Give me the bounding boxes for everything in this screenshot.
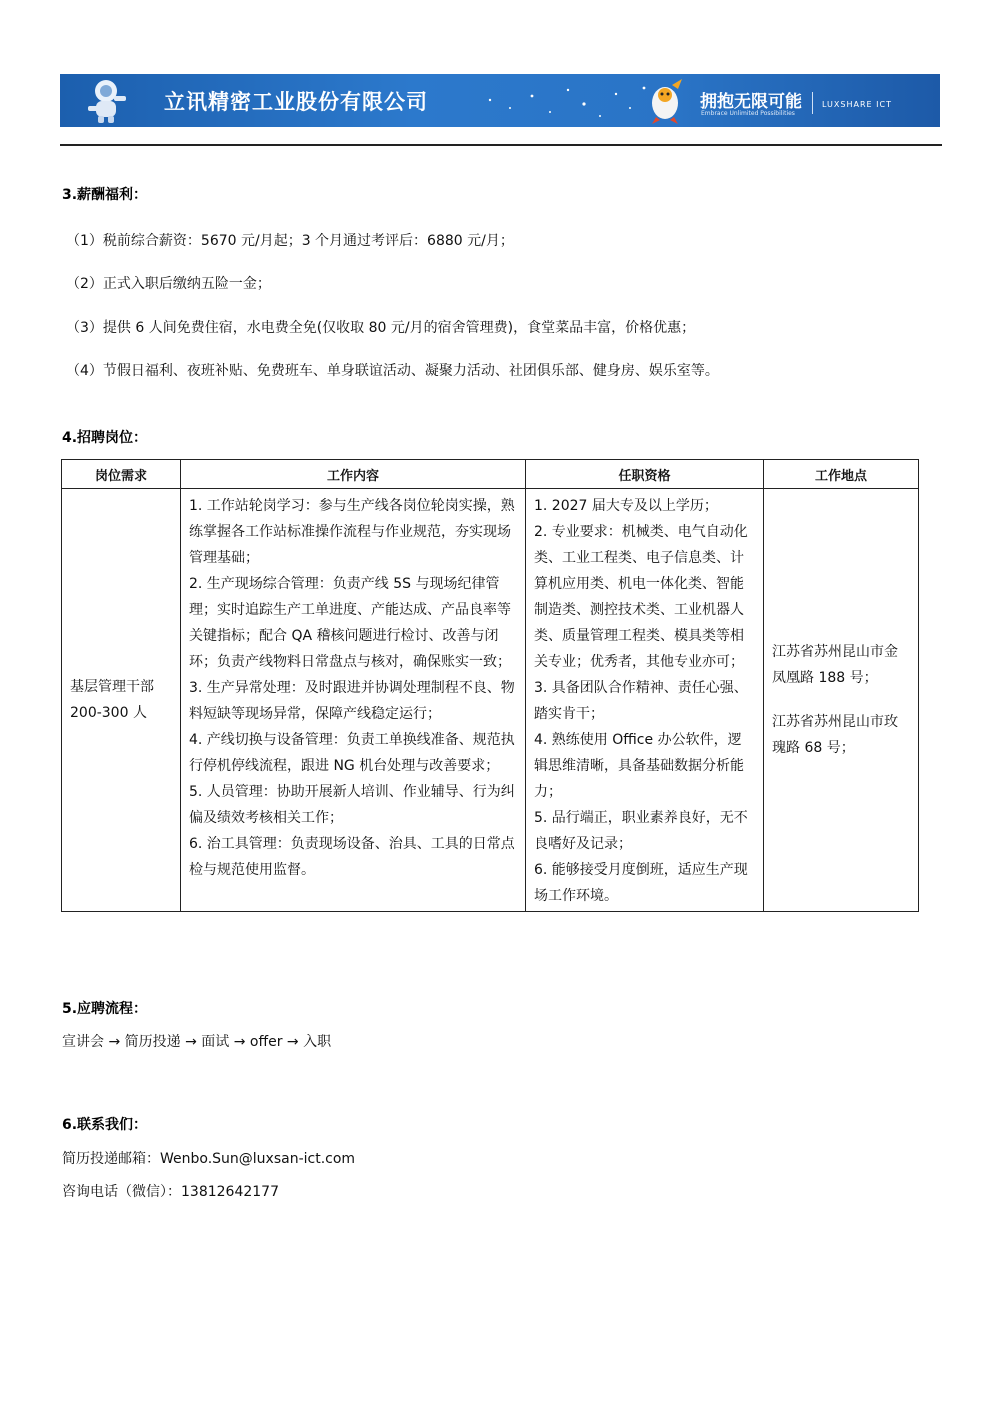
requirement-item: 1. 2027 届大专及以上学历； <box>534 498 718 514</box>
contact-phone: 咨询电话（微信）：13812642177 <box>62 1184 279 1200</box>
requirement-item: 3. 具备团队合作精神、责任心强、踏实肯干； <box>534 680 748 722</box>
company-name: 立讯精密工业股份有限公司 <box>164 90 428 114</box>
position-title: 基层管理干部 <box>70 679 154 695</box>
header-banner <box>60 74 940 127</box>
benefit-item: （4）节假日福利、夜班补贴、免费班车、单身联谊活动、凝聚力活动、社团俱乐部、健身房、娱乐室等。 <box>66 363 719 379</box>
section-heading-positions: 4.招聘岗位： <box>62 430 148 446</box>
column-header: 工作地点 <box>764 460 919 489</box>
requirement-item: 2. 专业要求：机械类、电气自动化类、工业工程类、电子信息类、计算机应用类、机电一体化类、智能制造类、测控技术类、工业机器人类、质量管理工程类、模具类等相关专业；优秀者，其他专业亦可； <box>534 524 748 670</box>
column-header: 岗位需求 <box>62 460 181 489</box>
job-content-item: 4. 产线切换与设备管理：负责工单换线准备、规范执行停机停线流程，跟进 NG 机台处理与改善要求； <box>189 732 515 774</box>
requirement-item: 6. 能够接受月度倒班，适应生产现场工作环境。 <box>534 862 748 904</box>
job-content-item: 5. 人员管理：协助开展新人培训、作业辅导、行为纠偏及绩效考核相关工作； <box>189 784 515 826</box>
slogan: 拥抱无限可能 <box>700 92 802 112</box>
benefit-item: （2）正式入职后缴纳五险一金； <box>66 276 271 292</box>
slogan-english: Embrace Unlimited Possibilities <box>701 110 795 117</box>
benefit-item: （3）提供 6 人间免费住宿，水电费全免(仅收取 80 元/月的宿舍管理费)，食堂菜品丰富，价格优惠； <box>66 320 696 336</box>
location-cell <box>764 489 919 912</box>
location-item: 江苏省苏州昆山市金凤凰路 188 号； <box>772 644 898 686</box>
job-content-item: 1. 工作站轮岗学习：参与生产线各岗位轮岗实操，熟练掌握各工作站标准操作流程与作业规范，夯实现场管理基础； <box>189 498 515 566</box>
banner-divider <box>812 92 813 114</box>
brand-logo-text: LUXSHARE ICT <box>822 100 892 109</box>
astronaut-mascot-icon <box>84 76 130 124</box>
job-content-item: 6. 治工具管理：负责现场设备、治具、工具的日常点检与规范使用监督。 <box>189 836 515 878</box>
position-cell <box>62 489 181 912</box>
job-content-item: 3. 生产异常处理：及时跟进并协调处理制程不良、物料短缺等现场异常，保障产线稳定运行； <box>189 680 515 722</box>
positions-table <box>61 459 919 912</box>
table-header-row <box>62 460 919 489</box>
table-row <box>62 489 919 912</box>
section-heading-benefits: 3.薪酬福利： <box>62 187 148 203</box>
benefit-item: （1）税前综合薪资：5670 元/月起；3 个月通过考评后：6880 元/月； <box>66 233 514 249</box>
job-content-item: 2. 生产现场综合管理：负责产线 5S 与现场纪律管理；实时追踪生产工单进度、产能达成、产品良率等关键指标；配合 QA 稽核问题进行检讨、改善与闭环；负责产线物料日常盘点与核对，确保账实一致； <box>189 576 511 670</box>
requirement-item: 4. 熟练使用 Office 办公软件，逻辑思维清晰，具备基础数据分析能力； <box>534 732 744 800</box>
column-header: 任职资格 <box>526 460 764 489</box>
section-heading-contact: 6.联系我们： <box>62 1117 148 1133</box>
rocket-mascot-icon <box>642 77 688 125</box>
requirements-cell <box>526 489 764 912</box>
contact-email: 简历投递邮箱：Wenbo.Sun@luxsan-ict.com <box>62 1151 356 1167</box>
section-heading-process: 5.应聘流程： <box>62 1001 148 1017</box>
application-flow: 宣讲会 → 简历投递 → 面试 → offer → 入职 <box>62 1034 332 1050</box>
requirement-item: 5. 品行端正，职业素养良好，无不良嗜好及记录； <box>534 810 748 852</box>
column-header: 工作内容 <box>181 460 526 489</box>
position-headcount: 200-300 人 <box>70 705 147 721</box>
header-rule <box>60 144 942 146</box>
location-item: 江苏省苏州昆山市玫瑰路 68 号； <box>772 714 898 756</box>
job-content-cell <box>181 489 526 912</box>
